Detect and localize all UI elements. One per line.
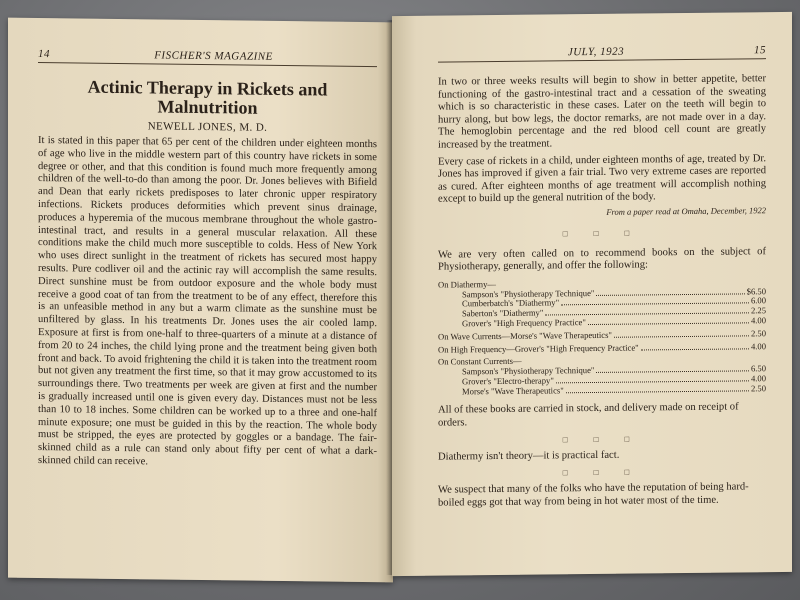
article-paragraph: It is stated in this paper that 65 per cent of the children under eighteen months of age who live in the middle western part of this country have rickets in some degree or other, and that this condition is found much more frequently among children of the well-to-do than among the poor. Dr. Jones believes with Bifield and Dean that early rickets predisposes to later chronic upper respiratory infections. Rickets produces deformities which prevent sinus drainage, produces a hyperemia of the mucous membrane throughout the whole gastro-intestinal tract, and results in a general muscular relaxation. All these conditions make the child much more susceptible to colds. Hess of New York who uses direct sunlight in the treatment of rickets has secured most happy results. Pure codliver oil and the actinic ray will accomplish the same results. Direct sunshine must be from outdoor exposure and the whole body must receive a good coat of tan from the treatment to be of any effect, therefore this is an unfeasible method in any but a warm climate as the sunshine must be unfiltered by glass. In his treatments Dr. Jones uses the air cooled lamp. Exposure at first is from one-half to three-quarters of a minute at a distance of from 20 to 24 inches, the child lying prone and the treatment being given both front and back. To avoid frightening the child it is taken into the treatment room but not given any treatment the first time, so that it may grow accustomed to its surroundings there. Two treatments per week are given at first and the number is gradually increased until one is given every day. Distances must not be less than 10 to 18 inches. Some children can be worked up to a three and one-half minute exposure; one must be guided in this by the reaction. The whole body must be stripped, the eyes are protected by goggles or a bandage. The fair-skinned child as a rule can stand only about fifty per cent of what a dark-skinned child can receive. — [38, 135, 377, 468]
issue-date-header: JULY, 1923 — [567, 45, 625, 59]
article-title — [38, 77, 377, 119]
left-page-number: 14 — [38, 48, 50, 61]
book-title: Sampson's "Physiotherapy Technique" — [462, 365, 595, 377]
book-price: 6.50 — [750, 363, 766, 374]
book-title: Saberton's "Diathermy" — [462, 307, 544, 319]
section-ornament-2: □ □ □ — [562, 434, 642, 444]
book-category-constant-currents — [438, 354, 766, 397]
book-title: Cumberbatch's "Diathermy" — [462, 297, 560, 309]
book-price: 4.00 — [750, 315, 766, 326]
book-price: 2.50 — [750, 382, 766, 394]
book-category-high-frequency — [438, 342, 766, 355]
left-page — [8, 18, 393, 583]
section-ornament-3: □ □ □ — [562, 467, 642, 478]
right-running-head — [438, 44, 766, 62]
category-label: On High Frequency—Grover's "High Frequency Practice" — [438, 342, 639, 355]
book-title: Morse's "Wave Therapeutics" — [462, 384, 564, 397]
right-page-number: 15 — [754, 44, 766, 57]
category-label: On Diathermy— — [438, 278, 496, 290]
closing-remark: We suspect that many of the folks who have the reputation of being hard-boiled eggs got that way from being in hot water most of the time. — [438, 481, 749, 509]
book-price: $6.50 — [746, 285, 766, 296]
continuation-paragraph-1: In two or three weeks results will begin to show in better appetite, better functioning of the gastro-intestinal tract and a cessation of the sweating which is so characteristic in these cases. Later on the teeth will begin to hurry along, but bow legs, the doctor remarks, are not made over in a day. The hemoglobin percentage and the red blood cell count are greatly increased by the treatment. — [438, 73, 766, 151]
right-page — [392, 12, 792, 576]
book-price: 2.50 — [750, 327, 766, 339]
continuation-paragraph-2: Every case of rickets in a child, under eighteen months of age, treated by Dr. Jones has improved if given a fair trial. Two very extreme cases are reported as cured. After eighteen months of age treatment will accomplish nothing except to build up the general nutrition of the body. — [438, 152, 766, 205]
book-price: 4.00 — [750, 373, 766, 384]
article-source-note: From a paper read at Omaha, December, 1922 — [606, 205, 766, 217]
book-price: 2.25 — [750, 305, 766, 316]
article-title-line2: Malnutrition — [157, 96, 258, 118]
category-label: On Wave Currents—Morse's "Wave Therapeutics" — [438, 329, 612, 342]
category-label: On Constant Currents— — [438, 356, 522, 367]
left-running-head — [38, 48, 377, 67]
article-body — [38, 135, 377, 472]
book-entry — [438, 316, 766, 329]
section-ornament: □ □ □ — [562, 228, 642, 238]
stock-note: All of these books are carried in stock, and delivery made on receipt of orders. — [438, 401, 739, 429]
book-category-wave-currents — [438, 329, 766, 342]
book-price: 6.00 — [750, 295, 766, 306]
article-continuation — [438, 73, 766, 220]
book-entry — [438, 384, 766, 397]
book-title: Sampson's "Physiotherapy Technique" — [462, 287, 595, 299]
books-intro: We are very often called on to recommend books on the subject of Physiotherapy, generally, and offer the following: — [438, 245, 766, 273]
book-title: Grover's "Electro-therapy" — [462, 375, 554, 387]
article-title-line1: Actinic Therapy in Rickets and — [87, 76, 328, 100]
book-category-diathermy — [438, 277, 766, 329]
article-author: NEWELL JONES, M. D. — [147, 120, 268, 134]
book-title: Grover's "High Frequency Practice" — [462, 316, 586, 329]
book-list — [438, 277, 766, 397]
magazine-header: FISCHER'S MAGAZINE — [154, 49, 273, 63]
book-price: 4.00 — [750, 340, 766, 351]
diathermy-line: Diathermy isn't theory—it is practical fact. — [438, 449, 620, 463]
